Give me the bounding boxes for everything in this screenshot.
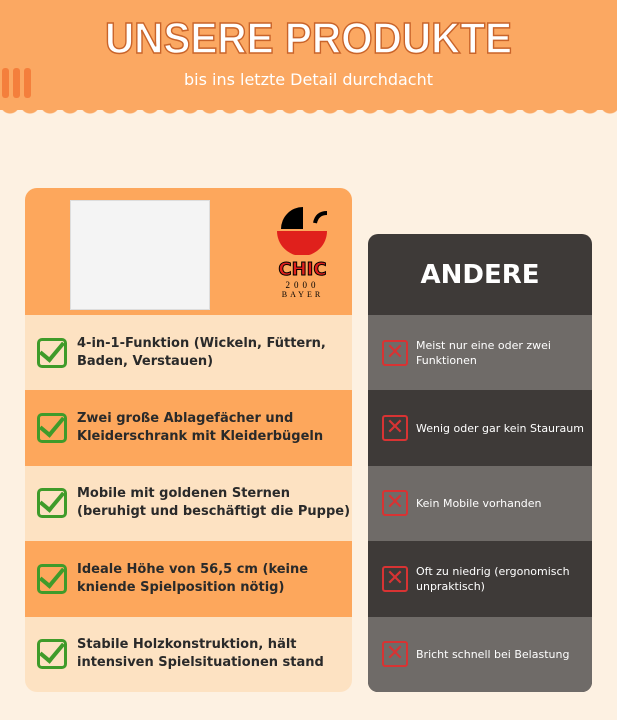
page-title: UNSERE PRODUKTE <box>104 14 513 63</box>
drawback-row <box>368 466 592 541</box>
drawback-row <box>368 390 592 465</box>
check-icon <box>37 639 67 669</box>
feature-row <box>25 541 352 616</box>
product-header <box>25 188 352 315</box>
cross-icon: ✕ <box>382 415 408 441</box>
brand-year: 2000 <box>285 280 320 290</box>
feature-row <box>25 617 352 692</box>
check-icon <box>37 488 67 518</box>
drawback-text: Bricht schnell bei Belastung <box>416 647 570 661</box>
drawback-row <box>368 617 592 692</box>
brand-name: CHIC <box>278 259 327 280</box>
brand-sub: BAYER <box>281 290 324 299</box>
check-icon <box>37 413 67 443</box>
drawback-text: Kein Mobile vorhanden <box>416 496 542 510</box>
drawback-text: Oft zu niedrig (ergonomisch unpraktisch) <box>416 564 570 593</box>
drawback-text: Wenig oder gar kein Stauraum <box>416 421 584 435</box>
check-icon <box>37 338 67 368</box>
others-title: ANDERE <box>420 259 540 290</box>
others-panel <box>368 234 592 692</box>
cross-icon: ✕ <box>382 641 408 667</box>
cross-icon: ✕ <box>382 340 408 366</box>
our-product-panel <box>25 188 352 692</box>
cross-icon: ✕ <box>382 566 408 592</box>
page-subtitle: bis ins letzte Detail durchdacht <box>183 70 434 89</box>
feature-text: Stabile Holzkonstruktion, hält intensiven Spielsituationen stand <box>77 637 324 671</box>
header-banner <box>0 0 617 110</box>
feature-row <box>25 315 352 390</box>
check-icon <box>37 564 67 594</box>
feature-text: 4-in-1-Funktion (Wickeln, Füttern, Baden, Verstauen) <box>77 335 326 369</box>
drawback-row <box>368 315 592 390</box>
feature-row <box>25 466 352 541</box>
feature-text: Mobile mit goldenen Sternen (beruhigt und beschäftigt die Puppe) <box>77 486 351 520</box>
feature-row <box>25 390 352 465</box>
product-image <box>70 200 210 310</box>
drawback-row <box>368 541 592 616</box>
brand-logo <box>270 203 335 299</box>
cross-icon: ✕ <box>382 490 408 516</box>
feature-text: Ideale Höhe von 56,5 cm (keine kniende Spielposition nötig) <box>77 561 309 595</box>
feature-text: Zwei große Ablagefächer und Kleiderschrank mit Kleiderbügeln <box>77 411 324 445</box>
scallop-edge <box>0 104 617 118</box>
drawback-text: Meist nur eine oder zwei Funktionen <box>416 338 551 367</box>
